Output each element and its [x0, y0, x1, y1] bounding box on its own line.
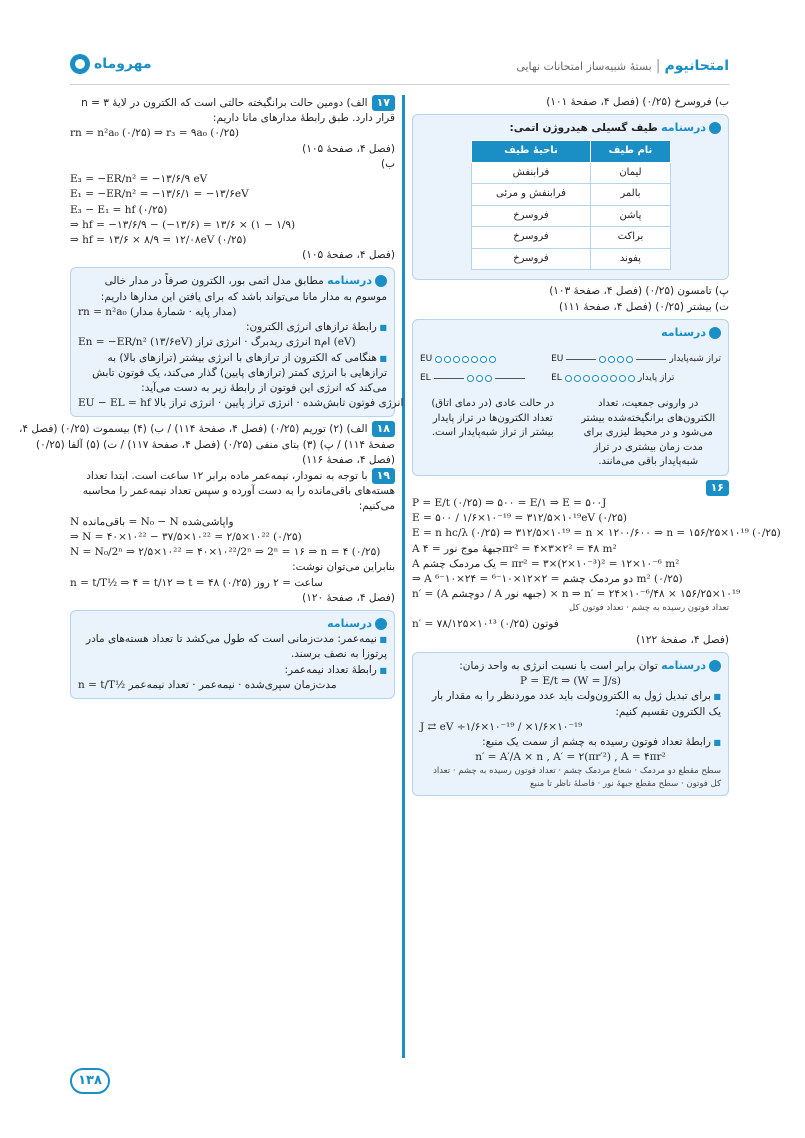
table-header: ناحیهٔ طیف — [471, 141, 591, 163]
lesson-box-bohr: درسنامه مطابق مدل اتمی بور، الکترون صرفاً در مدار خالی موسوم به مدار مانا می‌تواند باشد که برای یافتن این مدارها داریم: rn = n²a₀ (مدار پایه · شمارهٔ مدار) ■ رابطهٔ ترازهای انرژی الکترون: En = −ER/n² (۱۳/۶eV) انرژی ریدبرگ · انرژی تراز nام (eV) ■ هنگامی که الکترون از ترازهای با انرژی بیشتر (ترازهای بالا) به ترازهایی با انرژی کمتر (ترازهای پایین) گذار می‌کند، یک فوتون تابش می‌کند که انرژی این فوتون از رابطهٔ زیر به دست می‌آید: EU − EL = hf انرژی فوتون تابش‌شده · انرژی تراز پایین · انرژی تراز بالا — [70, 267, 395, 417]
lesson-tag: درسنامه — [327, 273, 387, 289]
normal-description: در حالت عادی (در دمای اتاق) تعداد الکترون‌ها در تراز پایدار بیشتر از تراز شبه‌پایدار است. — [431, 398, 555, 439]
right-column — [412, 95, 781, 800]
answer-p: پ) تامسون (۰/۲۵) (فصل ۴، صفحهٔ ۱۰۳) — [549, 285, 729, 298]
formula-line: ⇒ hf = −۱۳/۶/۹ − (−۱۳/۶) = ۱۳/۶ × (۱ − ۱/۹) — [70, 218, 296, 231]
speech-bubble-icon — [375, 275, 387, 287]
formula-line: E₁ = −ER/n² = −۱۳/۶/۱ = −۱۳/۶eV — [70, 188, 249, 201]
formula-line: rn = n²a₀ (مدار پایه · شمارهٔ مدار) — [78, 305, 237, 318]
left-column: ۱۷الف) دومین حالت برانگیخته حالتی است که الکترون در لایهٔ n = ۳ قرار دارد. طبق رابطهٔ مدارهای مانا داریم: rn = n²a₀ (۰/۲۵) ⇒ r₃ = ۹a₀ (۰/۲۵) (فصل ۴، صفحهٔ ۱۰۵) ب) E₃ = −ER/n² = −۱۳/۶/۹ eV E₁ = −ER/n² = −۱۳/۶/۱ = −۱۳/۶eV E₃ − E₁ = hf (۰/۲۵) ⇒ hf = −۱۳/۶/۹ − (−۱۳/۶) = ۱۳/۶ × (۱ − ۱/۹) ⇒ hf = ۱۳/۶ × ۸/۹ = ۱۲/۰۸eV (۰/۲۵) (فصل ۴، صفحهٔ ۱۰۵) درسنامه مطابق مدل اتمی بور، الکترون صرفاً در مدار خالی موسوم به مدار مانا می‌تواند باشد که برای یافتن این مدارها داریم: rn = n²a₀ (مدار پایه · شمارهٔ مدار) ■ رابطهٔ ترازهای انرژی الکترون: En = −ER/n² (۱۳/۶eV) انرژی ریدبرگ · انرژی تراز nام (eV) ■ هنگامی که الکترون از ترازهای با انرژی بیشتر (ترازهای بالا) به ترازهایی با انرژی کمتر (ترازهای پایین) گذار می‌کند، یک فوتون تابش می‌کند که انرژی این فوتون از رابطهٔ زیر به دست می‌آید: EU − EL = hf انرژی فوتون تابش‌شده · انرژی تراز پایین · انرژی تراز بالا ۱۸الف) (۲) توریم (۰/۲۵) (فصل ۴، صفحهٔ ۱۱۴) / ب) (۴) بیسموت (۰/۲۵) (فصل ۴، صفحهٔ ۱۱۴) / پ) (۳) بتای منفی (۰/۲۵) (فصل ۴، صفحهٔ ۱۱۷) / ت) (۵) آلفا (۰/۲۵) (فصل ۴، صفحهٔ ۱۱۶) ۱۹با توجه به نمودار، نیمه‌عمر ماده برابر ۱۲ ساعت است. ابتدا تعداد هسته‌های باقی‌مانده را به دست آورده و سپس تعداد نیمه‌عمر را محاسبه می‌کنیم: N باقی‌مانده = N₀ − N واپاشی‌شده ⇒ N = ۴۰×۱۰²² − ۳۷/۵×۱۰²² = ۲/۵×۱۰²² (۰/۲۵) N = N₀/2ⁿ ⇒ ۲/۵×۱۰²² = ۴۰×۱۰²²/2ⁿ ⇒ 2ⁿ = ۱۶ ⇒ n = ۴ (۰/۲۵) بنابراین می‌توان نوشت: n = t/T½ ⇒ ۴ = t/۱۲ ⇒ t = ۴۸ ساعت = ۲ روز (۰/۲۵) (فصل ۴، صفحهٔ ۱۲۰) درسنامه ■ نیمه‌عمر: مدت‌زمانی است که طول می‌کشد تا تعداد هسته‌های مادر پرتوزا به نصف برسند. ■ رابطهٔ تعداد نیمه‌عمر: n = t/T½ مدت‌زمان سپری‌شده · نیمه‌عمر · تعداد نیمه‌عمر — [70, 95, 395, 703]
lesson-tag: درسنامه — [327, 616, 387, 632]
formula-line: n = t/T½ ⇒ ۴ = t/۱۲ ⇒ t = ۴۸ ساعت = ۲ روز (۰/۲۵) — [70, 576, 323, 589]
table-row: لیمان فرابنفش — [471, 162, 670, 184]
table-header: نام طیف — [591, 141, 670, 163]
formula-line: rn = n²a₀ (۰/۲۵) ⇒ r₃ = ۹a₀ (۰/۲۵) — [70, 127, 239, 140]
formula-line: P = E/t (۰/۲۵) ⇒ ۵۰۰ = E/۱ ⇒ E = ۵۰۰J — [412, 496, 607, 509]
lesson-tag: درسنامه — [661, 325, 721, 341]
formula-line: E₃ = −ER/n² = −۱۳/۶/۹ eV — [70, 173, 208, 186]
lesson-tag: درسنامه — [661, 120, 721, 136]
conversion-diagram: J ⇄ eV ÷۱/۶×۱۰⁻¹⁹ / ×۱/۶×۱۰⁻¹⁹ — [420, 720, 583, 733]
lesson-title: طیف گسیلی هیدروژن اتمی: — [509, 122, 658, 135]
normal-state-diagram: EU تراز شبه‌پایدار EL تراز پایدار — [551, 354, 721, 384]
brand-title: امتحانیوم|بستهٔ شبیه‌ساز امتحانات نهایی — [516, 58, 729, 74]
speech-bubble-icon — [709, 660, 721, 672]
formula-line: n′ = (A دوچشم / A جبهه نور) × n ⇒ n′ = ۲۴×۱۰⁻⁶/۴۸ × ۱۵۶/۲۵×۱۰¹⁹ — [412, 588, 741, 601]
table-row: بالمر فرابنفش و مرئی — [471, 184, 670, 206]
formula-line: N = N₀/2ⁿ ⇒ ۲/۵×۱۰²² = ۴۰×۱۰²²/2ⁿ ⇒ 2ⁿ = ۱۶ ⇒ n = ۴ (۰/۲۵) — [70, 546, 381, 559]
chapter-ref: (فصل ۴، صفحهٔ ۱۰۵) — [302, 249, 395, 262]
lesson-box-power: درسنامه توان برابر است با نسبت انرژی به واحد زمان: P = E/t ⇒ (W = J/s) ■ برای تبدیل ژول به الکترون‌ولت باید عدد موردنظر را به مقدار بار یک الکترون تقسیم کنیم: J ⇄ eV ÷۱/۶×۱۰⁻¹⁹ / ×۱/۶×۱۰⁻¹⁹ ■ رابطهٔ تعداد فوتون رسیده به چشم از سمت یک منبع: n′ = A′/A × n , A′ = ۲(πr′²) , A = ۴πr² سطح مقطع دو مردمک · شعاع مردمک چشم · تعداد فوتون رسیده به چشم · تعداد کل فوتون · سطح مقطع جبههٔ نور · فاصلهٔ ناظر تا منبع — [412, 652, 729, 796]
formula-line: En = −ER/n² (۱۳/۶eV) انرژی ریدبرگ · انرژی تراز nام (eV) — [78, 336, 356, 349]
formula-line: A جبههٔ موج نور = ۴πr² = ۴×۳×۲² = ۴۸ m² — [412, 542, 617, 555]
table-row: پفوند فروسرخ — [471, 248, 670, 270]
brand-name: امتحانیوم — [664, 58, 729, 74]
chapter-ref: (فصل ۴، صفحهٔ ۱۲۰) — [302, 591, 395, 604]
inverted-description: در وارونی جمعیت، تعداد الکترون‌های برانگیخته‌شده بیشتر می‌شود و در محیط لیزری برای مدت زمان بیشتری در تراز شبه‌پایدار باقی می‌مانند. — [581, 398, 716, 468]
page-number: ۱۳۸ — [70, 1068, 110, 1094]
formula-line: EU − EL = hf انرژی فوتون تابش‌شده · انرژی تراز پایین · انرژی تراز بالا — [78, 397, 404, 410]
formula-line: E = ۵۰۰ / ۱/۶×۱۰⁻¹⁹ = ۳۱۲/۵×۱۰¹⁹eV (۰/۲۵) — [412, 512, 627, 525]
speech-bubble-icon — [709, 122, 721, 134]
answer-b: ب) فروسرخ (۰/۲۵) (فصل ۴، صفحهٔ ۱۰۱) — [546, 96, 729, 108]
chapter-ref: (فصل ۴، صفحهٔ ۱۰۵) — [302, 142, 395, 155]
formula-line: A یک مردمک چشم = πr² = ۳×(۲×۱۰⁻³)² = ۱۲×۱۰⁻⁶ m² — [412, 557, 680, 570]
column-divider — [402, 95, 405, 1058]
question-number: ۱۸ — [372, 421, 395, 437]
speech-bubble-icon — [709, 327, 721, 339]
formula-line: n′ = A′/A × n , A′ = ۲(πr′²) , A = ۴πr² — [475, 751, 666, 764]
header-divider — [70, 84, 729, 85]
lesson-tag: درسنامه — [661, 658, 721, 674]
question-number: ۱۹ — [372, 468, 395, 484]
spectrum-table — [471, 140, 671, 270]
butterfly-icon — [70, 54, 90, 74]
formula-line: ⇒ N = ۴۰×۱۰²² − ۳۷/۵×۱۰²² = ۲/۵×۱۰²² (۰/۲۵) — [70, 530, 302, 543]
formula-line: E₃ − E₁ = hf (۰/۲۵) — [70, 203, 168, 216]
formula-line: ⇒ hf = ۱۳/۶ × ۸/۹ = ۱۲/۰۸eV (۰/۲۵) — [70, 233, 247, 246]
speech-bubble-icon — [375, 618, 387, 630]
lesson-box-halflife: درسنامه ■ نیمه‌عمر: مدت‌زمانی است که طول می‌کشد تا تعداد هسته‌های مادر پرتوزا به نصف برسند. ■ رابطهٔ تعداد نیمه‌عمر: n = t/T½ مدت‌زمان سپری‌شده · نیمه‌عمر · تعداد نیمه‌عمر — [70, 610, 395, 699]
chapter-ref: (فصل ۴، صفحهٔ ۱۲۲) — [636, 633, 729, 646]
answer-t: ت) بیشتر (۰/۲۵) (فصل ۴، صفحهٔ ۱۱۱) — [559, 300, 729, 313]
question-number: ۱۷ — [372, 95, 395, 111]
publisher-name: مهروماه — [94, 56, 152, 72]
publisher-logo — [70, 54, 152, 74]
book-subtitle: بستهٔ شبیه‌ساز امتحانات نهایی — [516, 60, 652, 73]
formula-annotation: تعداد فوتون رسیده به چشم · تعداد فوتون کل — [569, 603, 729, 614]
inverted-state-diagram: EU EL — [420, 347, 525, 391]
level-descriptions — [420, 397, 721, 470]
formula-line: P = E/t ⇒ (W = J/s) — [519, 675, 622, 688]
lesson-box-laser — [412, 319, 729, 476]
lesson-box-spectra — [412, 114, 729, 280]
formula-line: E = n hc/λ (۰/۲۵) ⇒ ۳۱۲/۵×۱۰¹⁹ = n × ۱۲۰۰/۶۰۰ ⇒ n = ۱۵۶/۲۵×۱۰¹⁹ (۰/۲۵) — [412, 527, 781, 540]
formula-line: ⇒ A دو مردمک چشم = ۲×۱۲×۱۰⁻⁶ = ۲۴×۱۰⁻⁶ m² (۰/۲۵) — [412, 573, 683, 585]
chapter-ref: (فصل ۴، صفحهٔ ۱۱۶) — [302, 453, 395, 466]
formula-annotation: سطح مقطع دو مردمک · شعاع مردمک چشم · تعداد فوتون رسیده به چشم · تعداد کل فوتون · سطح مقطع جبههٔ نور · فاصلهٔ ناظر تا منبع — [433, 766, 721, 789]
table-row: پاشن فروسرخ — [471, 205, 670, 227]
question-number: ۱۶ — [706, 480, 729, 496]
table-row: براکت فروسرخ — [471, 227, 670, 249]
formula-line: n = t/T½ مدت‌زمان سپری‌شده · نیمه‌عمر · تعداد نیمه‌عمر — [78, 678, 337, 691]
page-header — [70, 52, 729, 80]
formula-line: n′ = ۷۸/۱۲۵×۱۰¹³ فوتون (۰/۲۵) — [412, 618, 559, 631]
formula-line: N باقی‌مانده = N₀ − N واپاشی‌شده — [70, 515, 234, 528]
level-diagram — [420, 347, 721, 391]
